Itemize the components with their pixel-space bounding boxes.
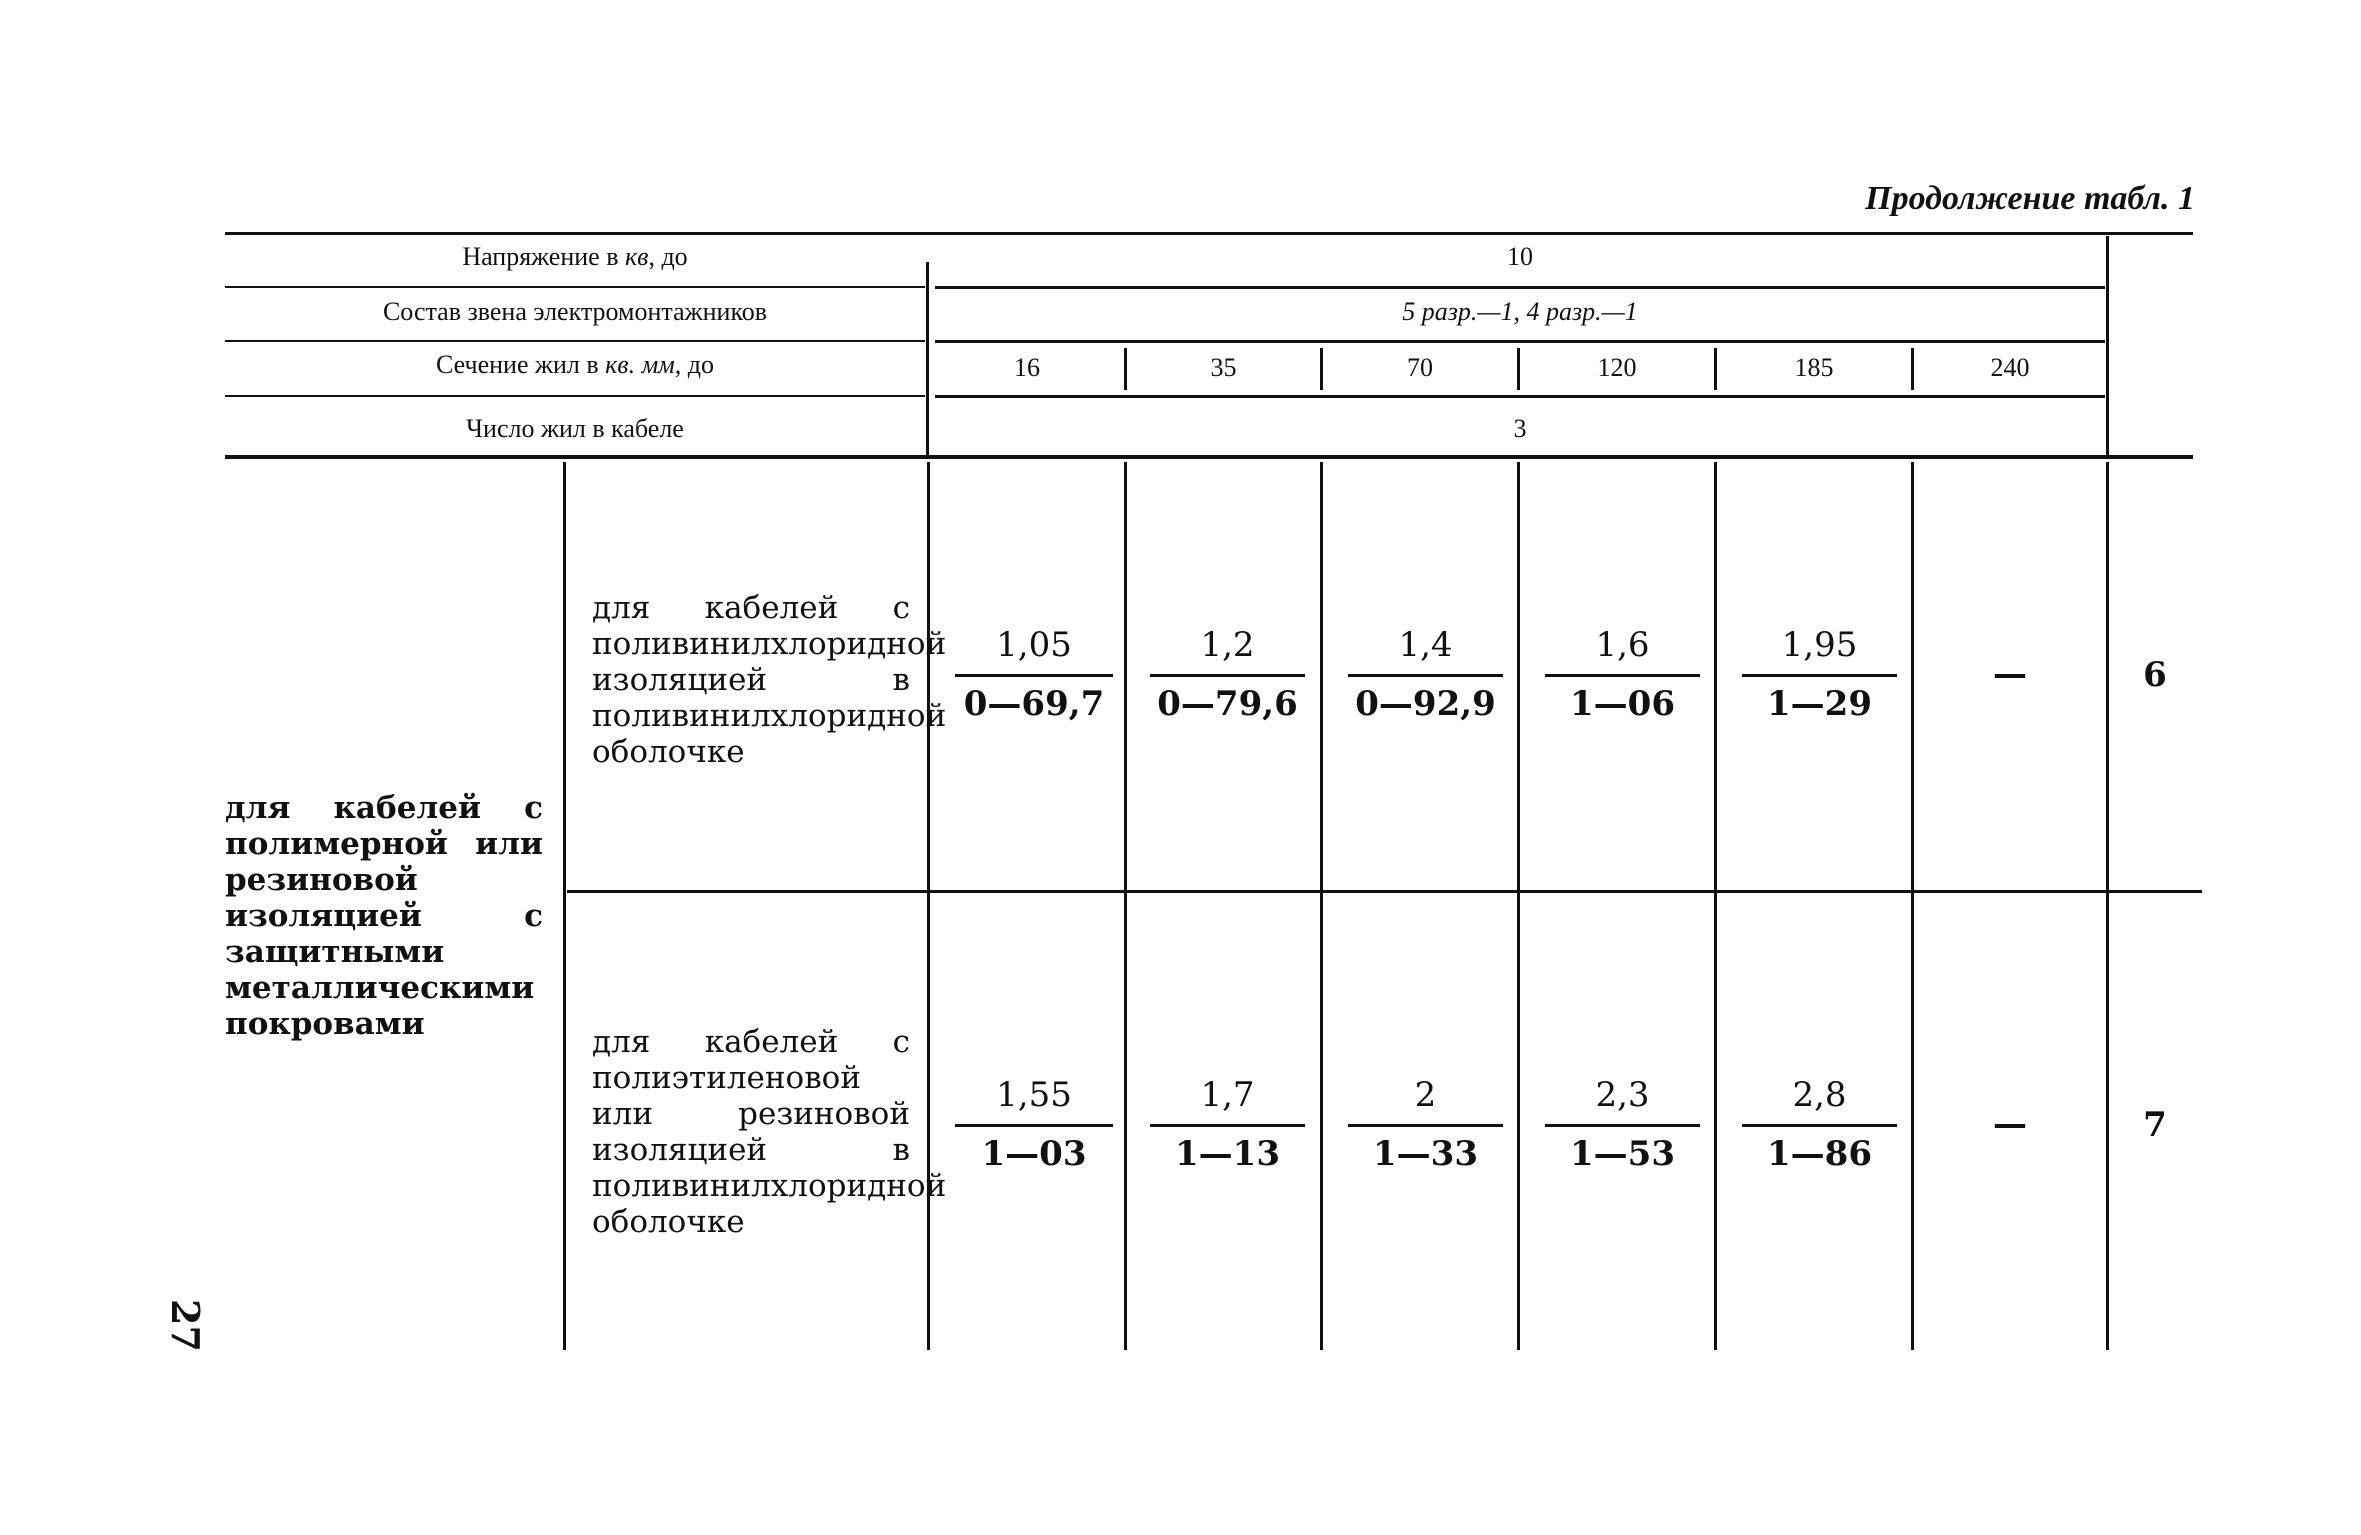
section-16: 16 bbox=[1014, 353, 1040, 382]
rule-1-right bbox=[935, 286, 2105, 289]
row-2-label: для кабелей с полиэтиленовой или резиновой изоляцией в поливинилхлоридной оболочке bbox=[592, 1024, 947, 1240]
fraction-bar bbox=[1545, 674, 1700, 677]
row-1-cell-120: 1,6 1—06 bbox=[1545, 628, 1700, 721]
row-1-number: 6 bbox=[2143, 655, 2167, 695]
row-2-number: 7 bbox=[2143, 1105, 2167, 1145]
rule-1-left bbox=[225, 286, 925, 288]
rule-2-right bbox=[935, 340, 2105, 343]
body-vline-4 bbox=[1714, 462, 1717, 1350]
top-rule bbox=[225, 232, 2193, 235]
section-185: 185 bbox=[1794, 353, 1834, 382]
row-2-cell-16: 1,55 1—03 bbox=[955, 1078, 1113, 1171]
crew-label: Состав звена электромонтажников bbox=[382, 297, 768, 326]
voltage-value: 10 bbox=[1507, 242, 1533, 271]
fraction-bar bbox=[955, 1124, 1113, 1127]
body-vline-2 bbox=[1320, 462, 1323, 1350]
header-vline-right bbox=[2106, 236, 2109, 458]
voltage-label: Напряжение в кв, до bbox=[462, 242, 688, 271]
body-vline-6 bbox=[2106, 462, 2109, 1350]
rule-3-right bbox=[935, 395, 2105, 398]
row-2-cell-185: 2,8 1—86 bbox=[1742, 1078, 1897, 1171]
row-1-cell-185: 1,95 1—29 bbox=[1742, 628, 1897, 721]
body-vline-3 bbox=[1517, 462, 1520, 1350]
row-2-cell-120: 2,3 1—53 bbox=[1545, 1078, 1700, 1171]
table-caption: Продолжение табл. 1 bbox=[1865, 180, 2195, 217]
section-35: 35 bbox=[1210, 353, 1237, 382]
rule-3-left bbox=[225, 395, 925, 397]
row-divider bbox=[567, 890, 2202, 893]
section-label: Сечение жил в кв. мм, до bbox=[435, 350, 715, 379]
row-1-cell-240: — bbox=[1993, 654, 2027, 694]
header-vline-left bbox=[926, 262, 929, 459]
fraction-bar bbox=[1150, 674, 1305, 677]
body-vline-group bbox=[563, 462, 566, 1350]
body-vline-1 bbox=[1124, 462, 1127, 1350]
row-1-cell-16: 1,05 0—69,7 bbox=[955, 628, 1113, 721]
rule-2-left bbox=[225, 340, 925, 342]
header-bottom-rule bbox=[225, 455, 2193, 459]
body-vline-5 bbox=[1911, 462, 1914, 1350]
fraction-bar bbox=[1348, 674, 1503, 677]
section-70: 70 bbox=[1407, 353, 1433, 382]
fraction-bar bbox=[1742, 674, 1897, 677]
cores-value: 3 bbox=[1513, 414, 1527, 443]
fraction-bar bbox=[1742, 1124, 1897, 1127]
section-120: 120 bbox=[1597, 353, 1637, 382]
section-240: 240 bbox=[1990, 353, 2030, 382]
page-number: 27 bbox=[162, 1298, 208, 1352]
crew-value: 5 разр.—1, 4 разр.—1 bbox=[1402, 297, 1638, 326]
row-1-label: для кабелей с поливинилхлоридной изоляцией в поливинилхлоридной оболочке bbox=[592, 590, 947, 770]
row-1-cell-35: 1,2 0—79,6 bbox=[1150, 628, 1305, 721]
group-label: для кабелей с полимерной или резиновой изоляцией с защитными металлическими покровами bbox=[225, 790, 543, 1042]
cores-label: Число жил в кабеле bbox=[466, 414, 684, 443]
fraction-bar bbox=[955, 674, 1113, 677]
fraction-bar bbox=[1348, 1124, 1503, 1127]
body-vline-0 bbox=[927, 462, 930, 1350]
fraction-bar bbox=[1545, 1124, 1700, 1127]
row-1-cell-70: 1,4 0—92,9 bbox=[1348, 628, 1503, 721]
row-2-cell-240: — bbox=[1993, 1104, 2027, 1144]
row-2-cell-35: 1,7 1—13 bbox=[1150, 1078, 1305, 1171]
row-2-cell-70: 2 1—33 bbox=[1348, 1078, 1503, 1171]
fraction-bar bbox=[1150, 1124, 1305, 1127]
